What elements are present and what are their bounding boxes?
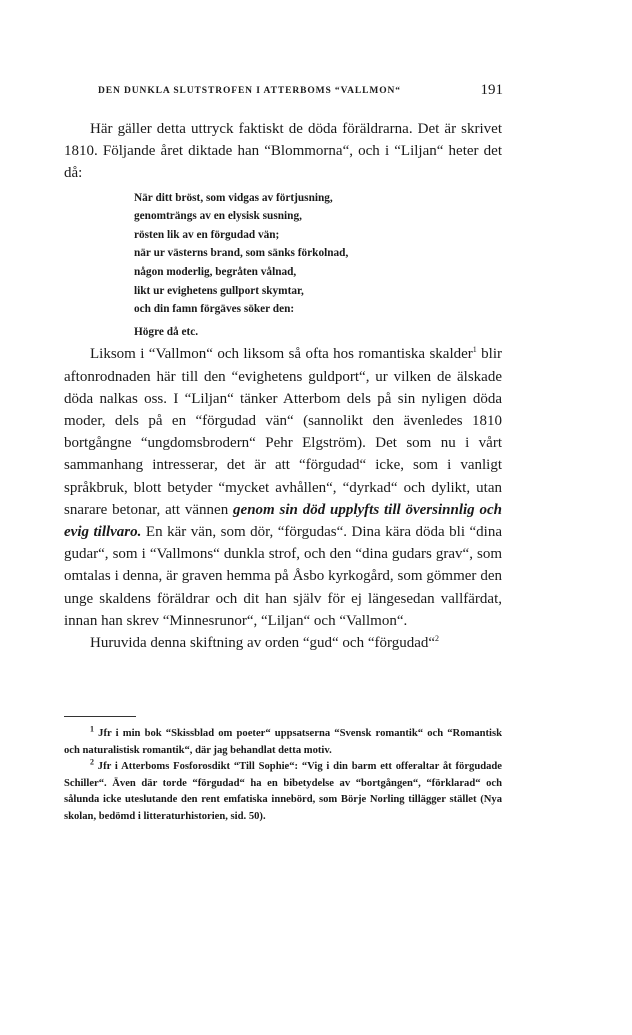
- verse-line-4: när ur västerns brand, som sänks förkolnad,: [134, 247, 349, 260]
- verse-line-3: rösten lik av en förgudad vän;: [134, 228, 280, 241]
- running-title: DEN DUNKLA SLUTSTROFEN I ATTERBOMS “VALLMON“: [98, 86, 401, 96]
- paragraph-3: [64, 632, 502, 654]
- verse-line-7: och din famn förgäves söker den:: [134, 303, 295, 316]
- footnote-1-mark: 1: [90, 724, 94, 734]
- verse-line-1: När ditt bröst, som vidgas av förtjusning,: [134, 191, 333, 204]
- footnote-divider: [64, 716, 136, 717]
- footnote-ref-1[interactable]: 1: [472, 345, 477, 355]
- emphasis-text: genom sin död upplyfts till översinnlig och evig tillvaro.: [64, 501, 502, 540]
- page-number: 191: [480, 82, 503, 98]
- footnote-2-text: Jfr i Atterboms Fosforosdikt “Till Sophie“: “Vig i din barm ett offeraltar åt förgudade Schiller“. Även där torde “förgudad“ ha en bibetydelse av “bortgången“, “förklarad“ och sålunda icke uteslutande den rent emfatiska innebörd, som Börje Norling tillägger stället (Nya skolan, bedömd i litteraturhistorien, sid. 50).: [64, 761, 502, 822]
- footnote-1-text: Jfr i min bok “Skissblad om poeter“ uppsatserna “Svensk romantik“ och “Romantisk och naturalistisk romantik“, där jag behandlat detta motiv.: [64, 728, 502, 756]
- paragraph-2: [64, 343, 502, 632]
- paragraph-2-part-c: En kär vän, som dör, “förgudas“. Dina kära döda bli “dina gudar“, som i “Vallmons“ dunkla strof, och den “dina gudars grav“, som omtalas i denna, är graven hemma på Åsbo kyrkogård, som gömmer den unge skaldens föräldrar och dit han själv för ej längesedan vallfärdat, innan han skrev “Minnesrunor“, “Liljan“ och “Vallmon“.: [64, 523, 502, 629]
- paragraph-2-part-a: Liksom i “Vallmon“ och liksom så ofta hos romantiska skalder: [90, 346, 473, 363]
- footnote-2-mark: 2: [90, 757, 94, 767]
- verse-line-5: någon moderlig, begråten vålnad,: [134, 265, 297, 278]
- verse-line-8: Högre då etc.: [134, 325, 199, 338]
- footnote-ref-2[interactable]: 2: [435, 634, 440, 643]
- paragraph-1: Här gäller detta uttryck faktiskt de döda föräldrarna. Det är skrivet 1810. Följande året diktade han “Blommorna“, och i “Liljan“ heter det då:: [64, 121, 502, 182]
- paragraph-2-part-b: blir aftonrodnaden här till den “evighetens guldport“, ur vilken de älskade döda nalkas oss. I “Liljan“ tänker Atterbom dels på sin nyligen döda moder, dels på en “förgudad vän“ (sannolikt den ävenledes 1810 bortgångne “ungdomsbrodern“ Pehr Elgström). Det som nu i vårt sammanhang intresserar, det är att “förgudad“ icke, som i vanligt språkbruk, blott betyder “mycket avhållen“, “dyrkad“ och dylikt, utan snarare betonar, att vännen: [64, 346, 502, 518]
- footnotes: [64, 726, 502, 826]
- footnote-1: [64, 726, 502, 759]
- running-header: [98, 82, 503, 98]
- paragraph-3-text: Huruvida denna skiftning av orden “gud“ och “förgudad“: [90, 635, 436, 651]
- verse-quote: [134, 189, 502, 342]
- footnote-2: [64, 759, 502, 825]
- verse-line-6: likt ur evighetens gullport skymtar,: [134, 284, 304, 297]
- main-text: [64, 118, 502, 654]
- verse-line-2: genomträngs av en elysisk susning,: [134, 210, 302, 223]
